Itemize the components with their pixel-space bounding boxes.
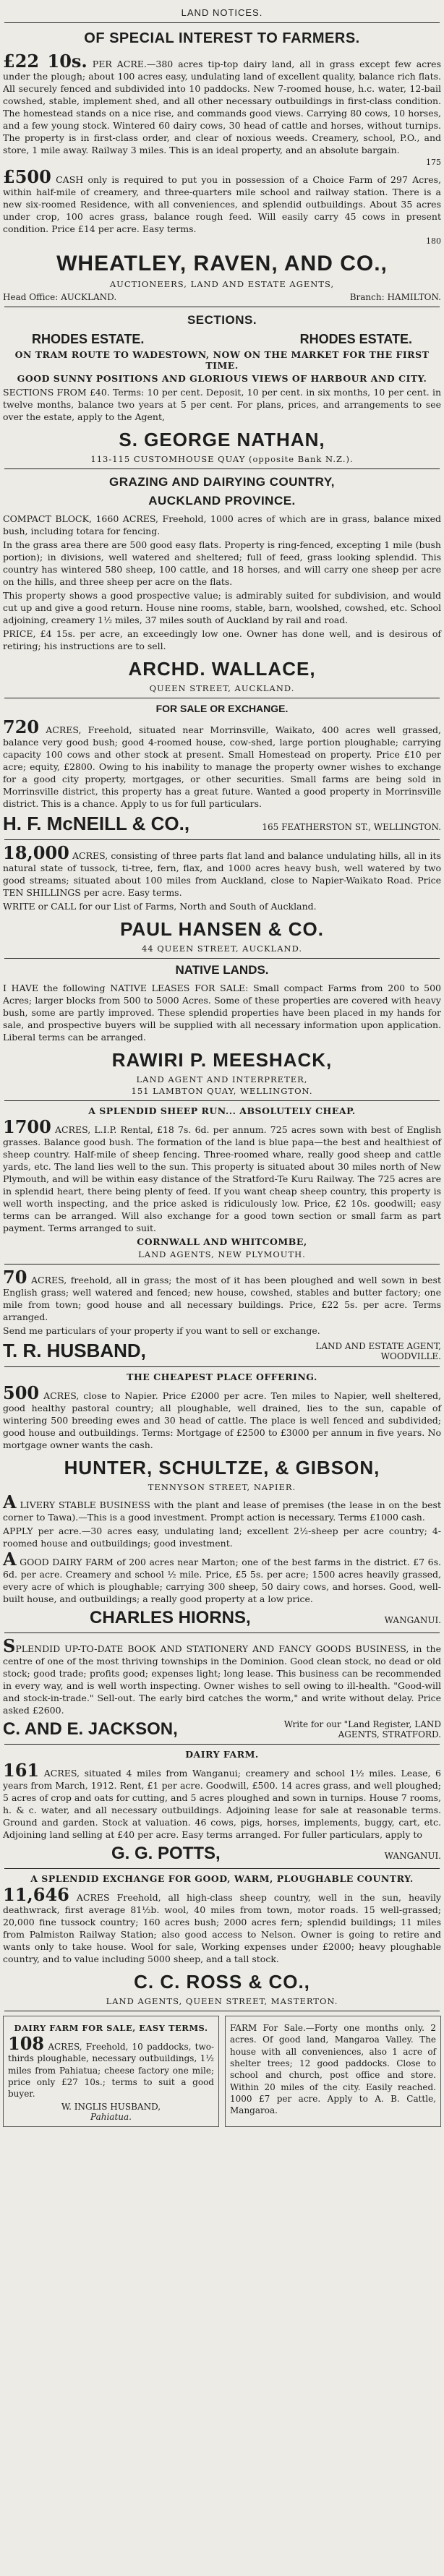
firm-subtitle: AUCTIONEERS, LAND AND ESTATE AGENTS, [109, 279, 335, 289]
ad-body: PLENDID UP-TO-DATE BOOK AND STATIONERY AND FANCY GOODS BUSINESS, in the centre of one of the most thriving townships in the Dominion. Good clean stock, no dead or old stock; good trade; profits good; expenses light; long lease. This business can be recommended in every way, and is well worth inspecting. Owner wishes to sell owing to ill-health. "Good-will and stock-in-trade." Sell-out. The early bird catches the worm," and write without delay. Price asked £2600. [3, 1643, 441, 1716]
acreage-lead: 1700 [3, 1116, 51, 1137]
acreage-lead: 11,646 [3, 1884, 69, 1905]
divider [4, 468, 440, 469]
page-header: LAND NOTICES. [181, 7, 263, 18]
native-lands-section [3, 963, 441, 1096]
ad-paragraph: COMPACT BLOCK, 1660 ACRES, Freehold, 1000 acres of which are in grass, balance mixed bush, including totara for fencing. [3, 513, 441, 536]
ad-body: FARM For Sale.—Forty one months only. 2 acres. Of good land, Mangaroa Valley. The house with all conveniences, also 1 acre of shelter trees; 12 good paddocks. Close to school and church, post office and store. Within 20 miles of the city. Easily reached. 1000 £7 per acre. Apply to A. B. Cattle, Mangaroa. [230, 2023, 436, 2116]
drop-cap: A [3, 1549, 17, 1570]
ad-paragraph [3, 1762, 441, 1841]
ad-price-lead: £22 10s. [3, 51, 87, 72]
ad-paragraph [3, 168, 441, 235]
office-row [3, 292, 441, 302]
firm-name: WHEATLEY, RAVEN, AND CO., [56, 252, 388, 275]
ad-paragraph [8, 2035, 214, 2100]
firm-address: TENNYSON STREET, NAPIER. [148, 1482, 296, 1492]
ad-number: 175 [426, 158, 441, 167]
ad-body: ACRES, Freehold, 10 paddocks, two-thirds ploughable, necessary outbuildings, 1½ miles from Pahiatua; cheese factory one mile; price only £27 10s.; terms to suit a good buyer. [8, 2042, 214, 2100]
agent-address: WANGANUI. [384, 1851, 441, 1861]
ad-paragraph [3, 1551, 441, 1605]
ad-body: LIVERY STABLE BUSINESS with the plant and lease of premises (the lease in on the best corner to Tawa).—This is a good investment. Prompt action is necessary. Terms £1000 cash. [3, 1499, 441, 1523]
divider [4, 1868, 440, 1869]
agent-name: T. R. HUSBAND, [3, 1340, 146, 1361]
ad-body: SECTIONS FROM £40. Terms: 10 per cent. Deposit, 10 per cent. in six months, 10 per cent. in twelve months, balance two years at 5 per cent. For plans, prices, and arrangements to see over the estate, apply to the Agent, [3, 387, 441, 422]
acreage-lead: 161 [3, 1760, 40, 1781]
firm-address: 44 QUEEN STREET, AUCKLAND. [141, 943, 303, 954]
section-title: GRAZING AND DAIRYING COUNTRY, [109, 475, 335, 489]
cheapest-place-section [3, 1372, 441, 1740]
agent-row [3, 1340, 441, 1362]
divider [4, 1366, 440, 1367]
agent-subtitle: LAND AND ESTATE AGENT, WOODVILLE. [315, 1340, 441, 1361]
agent-address: QUEEN STREET, AUCKLAND. [149, 683, 295, 693]
agent-name: RAWIRI P. MEESHACK, [111, 1049, 333, 1071]
divider [4, 22, 440, 23]
drop-cap: S [3, 1635, 16, 1656]
ad-paragraph [3, 1494, 441, 1523]
sale-exchange-section [3, 703, 441, 954]
agent-name: C. C. ROSS & CO., [134, 1971, 310, 1993]
acreage-lead: 18,000 [3, 842, 69, 863]
ad-body: ACRES, close to Napier. Price £2000 per acre. Ten miles to Napier, well sheltered, good healthy pastoral country; all ploughable, well drained, lies to the sun, capable of wintering 500 breeding ewes and 30 head of cattle. The place is well fenced and subdivided; good house and outbuildings. Terms: Mortgage of £2500 to £3000 per annum in five years. No mortgage owner wants the cash. [3, 1390, 441, 1450]
land-notices-column [3, 4, 441, 2127]
ad-body: ACRES, consisting of three parts flat land and balance undulating hills, all in its natural state of tussock, ti-tree, fern, flax, and 1000 acres heavy bush, well watered by two good streams; situated about 100 miles from Auckland, close to Napier-Waikato Road. Price TEN SHILLINGS per acre. Easy terms. [3, 850, 441, 898]
agent-address: 113-115 CUSTOMHOUSE QUAY (opposite Bank N.Z.). [90, 454, 354, 464]
ad-body: ACRES, L.I.P. Rental, £18 7s. 6d. per annum. 725 acres sown with best of English grasses. Balance good bush. The formation of the land is blue papa—the best and healthiest of sheep country. Half-mile of sheep fencing. Three-roomed whare, really good sheep and cattle yards, etc. The land lies well to the sun. This property is situated about 30 miles north of New Plymouth, and will be within easy distance of the Stratford-Te Kuru Railway. The 725 acres are in splendid heart, there being plenty of feed. If you want cheap sheep country, this property is well worth inspecting, and the price asked is ridiculously low. Price, £2 10s. goodwill; easy terms can be arranged. Will also exchange for a good town section or small farm as part payment. Terms arranged to suit. [3, 1124, 441, 1233]
ad-paragraph [3, 716, 441, 810]
estate-title-right: RHODES ESTATE. [299, 332, 412, 346]
sections-section [3, 313, 441, 464]
ad-paragraph [3, 844, 441, 899]
firm-address: WANGANUI. [384, 1615, 441, 1625]
agent-subtitle: LAND AGENT AND INTERPRETER, [136, 1074, 308, 1084]
ad-price-lead: £500 [3, 166, 51, 187]
grazing-section [3, 475, 441, 693]
ad-paragraph: In the grass area there are 500 good easy flats. Property is ring-fenced, excepting 1 mile (bush portion); in divisions, well watered and sheltered; full of feed, grass looking splendid. This country has wintered 580 sheep, 100 cattle, and 18 horses, and will carry one sheep per acre on the hills, and three sheep per acre on the flats. [3, 539, 441, 587]
agent-name: ARCHD. WALLACE, [128, 658, 316, 680]
divider [4, 1264, 440, 1265]
drop-cap: A [3, 1492, 17, 1512]
ad-paragraph [3, 1269, 441, 1323]
dairy-farm-section [3, 1749, 441, 1864]
section-title: OF SPECIAL INTEREST TO FARMERS. [84, 30, 360, 46]
section-title: FOR SALE OR EXCHANGE. [155, 703, 289, 714]
agent-row [3, 1844, 441, 1864]
ad-paragraph [3, 1886, 441, 1965]
splendid-exchange-section [3, 1873, 441, 2006]
ad-body: ACRES, Freehold, situated near Morrinsville, Waikato, 400 acres well grassed, balance very good bush; good 4-roomed house, cow-shed, large portion ploughable; carrying capacity 100 cows and other stock at present. Small Homestead on property. Price £10 per acre; equity, £2800. Owing to his inability to manage the property owner wishes to exchange for a good city property, mortgages, or other securities. Small farms are being sold in Morrinsville district, this property has a great future. Wanted a good property in Morrinsville district. This is a chance. Apply to us for full particulars. [3, 724, 441, 809]
firm-row [3, 1719, 441, 1740]
ad-paragraph: This property shows a good prospective value; is admirably suited for subdivision, and would cut up and give a good return. House nine rooms, stable, barn, woolshed, cowshed, etc. School adjoining, creamery 1½ miles, 37 miles south of Auckland by rail and road. [3, 590, 441, 625]
ad-paragraph [3, 53, 441, 156]
small-ad-title: DAIRY FARM FOR SALE, EASY TERMS. [14, 2023, 208, 2033]
acreage-lead: 70 [3, 1267, 27, 1288]
firm-row [3, 813, 441, 835]
acreage-lead: 108 [8, 2033, 45, 2054]
agent-name: G. G. POTTS, [111, 1844, 221, 1863]
ad-body: ACRES, situated 4 miles from Wanganui; creamery and school 1½ miles. Lease, 6 years from March, 1912. Rent, £1 per acre. Goodwill, £500. 14 acres grass, and well ploughed; 5 acres of crop and oats for cutting, and 5 acres ploughed and sown in turnips. House 7 rooms, h. & c. water, and all necessary outbuildings. Adjoining lease for sale at reasonable terms. Ground and garden. Stock at valuation. 46 cows, pigs, horses, implements, buggy, cart, etc. Adjoining land selling at £40 per acre. Easy terms arranged. For fuller particulars, apply to [3, 1768, 442, 1840]
ad-paragraph: PRICE, £4 15s. per acre, an exceedingly low one. Owner has done well, and is desirous of retiring; his instructions are to sell. [3, 628, 441, 651]
firm-row [3, 1608, 441, 1628]
divider [4, 1100, 440, 1101]
ad-body: ACRES Freehold, all high-class sheep country, well in the sun, heavily deathwrack, first average 81½b. wool, 40 miles from town, motor roads. 15 well-grassed; 20,000 fine tussock country; 160 acres bush; 2000 acres fern; splendid buildings; 11 miles from Palmiston Railway Station; also good access to Nelson. Owner is going to retire and wants only to take house. Wool for sale, Working expenses under £2000; heavy ploughable country, and to value including 5000 sheep, and a tall stock. [3, 1892, 441, 1964]
ad-body: ACRES, freehold, all in grass; the most of it has been ploughed and well sown in best English grass; well watered and fenced; new house, cowshed, stables and butter factory; one mile from town; good house and all necessary buildings. Price, £22 5s. per acre. Terms arranged. [3, 1275, 441, 1322]
firm-name: C. AND E. JACKSON, [3, 1719, 178, 1739]
ad-body: CASH only is required to put you in possession of a Choice Farm of 297 Acres, within half-mile of creamery, and three-quarters mile school and railway station. There is a new six-roomed Residence, with all conveniences, and splendid outbuildings. About 35 acres under crop, 100 acres grass, balance rough feed. Will easily carry 45 cows in present condition. Price £14 per acre. Easy terms. [3, 174, 441, 234]
ad-paragraph: I HAVE the following NATIVE LEASES FOR SALE: Small compact Farms from 200 to 500 Acres; larger blocks from 500 to 5000 Acres. Some of these properties are covered with heavy bush, some are partly improved. These splendid properties have been placed in my hands for sale, and prospective buyers will be supplied with all necessary information upon application. Liberal terms can be arranged. [3, 983, 441, 1043]
tram-route-line: ON TRAM ROUTE TO WADESTOWN, NOW ON THE MARKET FOR THE FIRST TIME. [14, 349, 430, 371]
ad-body: GOOD DAIRY FARM of 200 acres near Marton; one of the best farms in the district. £7 6s. 6d. per acre. Creamery and school ½ mile. Price, £5 5s. per acre; 1500 acres heavily grassed, every acre of which is ploughable; carrying 300 sheep, 50 dairy cows, and horses. Good, well-built house, and outbuildings; a really good property at a low price. [3, 1557, 441, 1604]
firm-name: HUNTER, SCHULTZE, & GIBSON, [64, 1457, 380, 1479]
divider [4, 839, 440, 840]
ad-paragraph: APPLY per acre.—30 acres easy, undulating land; excellent 2½-sheep per acre country; 4-roomed house and outbuildings; good investment. [3, 1526, 441, 1549]
head-office: Head Office: AUCKLAND. [3, 292, 117, 302]
divider [4, 1744, 440, 1745]
firm-address: 165 FEATHERSTON ST., WELLINGTON. [262, 822, 441, 832]
firm-name: CORNWALL AND WHITCOMBE, [137, 1236, 307, 1247]
section-title: THE CHEAPEST PLACE OFFERING. [127, 1372, 317, 1382]
section-title: SECTIONS. [187, 313, 257, 327]
firm-subtitle: LAND AGENTS, NEW PLYMOUTH. [138, 1249, 306, 1259]
agent-address: LAND AGENTS, QUEEN STREET, MASTERTON. [106, 1996, 338, 2006]
acreage-lead: 720 [3, 716, 40, 737]
ad-body: PER ACRE.—380 acres tip-top dairy land, all in grass except few acres under the plough; about 100 acres easy, undulating land of excellent quality, balance rich flats. All securely fenced and subdivided into 10 paddocks. New 7-roomed house, h.c. water, 12-bail cowshed, stable, implement shed, and all other necessary outbuildings in first-class condition. The homestead stands on a nice rise, and commands good views. Carrying 80 cows, 10 horses, and a few young stock. Wintered 60 dairy cows, 30 head of cattle and horses, without turnips. The property is in first-class order, and clear of noxious weeds. Creamery, school, P.O., and store, 1 mile away. Railway 3 miles. This is an ideal property, and an absolute bargain. [3, 59, 441, 155]
sheep-run-section [3, 1105, 441, 1362]
agent-name: S. GEORGE NATHAN, [119, 429, 325, 450]
small-ad-left [3, 2016, 219, 2127]
estate-title-left: RHODES ESTATE. [32, 332, 145, 346]
agent-address: Pahiatua. [90, 2111, 132, 2122]
section-title: DAIRY FARM. [185, 1749, 259, 1760]
small-ads-row [3, 2016, 441, 2127]
section-title: NATIVE LANDS. [175, 963, 269, 977]
ad-paragraph: WRITE or CALL for our List of Farms, North and South of Auckland. [3, 901, 317, 912]
firm-name: H. F. McNEILL & CO., [3, 813, 190, 834]
ad-number: 180 [426, 236, 441, 246]
branch-office: Branch: HAMILTON. [349, 292, 441, 302]
ad-paragraph: Send me particulars of your property if you want to sell or exchange. [3, 1325, 320, 1336]
special-interest-section [3, 30, 441, 302]
estate-title-row [3, 332, 441, 347]
firm-name: PAUL HANSEN & CO. [120, 918, 324, 940]
ad-paragraph [3, 1382, 441, 1451]
section-title: A SPLENDID SHEEP RUN... ABSOLUTELY CHEAP. [88, 1105, 356, 1116]
divider [4, 958, 440, 959]
small-ad-right [225, 2016, 441, 2127]
firm-name: CHARLES HIORNS, [90, 1608, 251, 1627]
views-line: GOOD SUNNY POSITIONS AND GLORIOUS VIEWS OF HARBOUR AND CITY. [17, 373, 427, 384]
agent-name: W. INGLIS HUSBAND, [61, 2101, 161, 2112]
section-subtitle: AUCKLAND PROVINCE. [148, 494, 296, 508]
ad-paragraph [3, 1635, 441, 1716]
agent-address: 151 LAMBTON QUAY, WELLINGTON. [131, 1086, 313, 1096]
ad-paragraph [3, 1118, 441, 1234]
section-title: A SPLENDID EXCHANGE FOR GOOD, WARM, PLOUGHABLE COUNTRY. [30, 1873, 414, 1884]
acreage-lead: 500 [3, 1382, 40, 1403]
firm-subtitle: Write for our "Land Register, LAND AGENTS, STRATFORD. [283, 1719, 441, 1740]
